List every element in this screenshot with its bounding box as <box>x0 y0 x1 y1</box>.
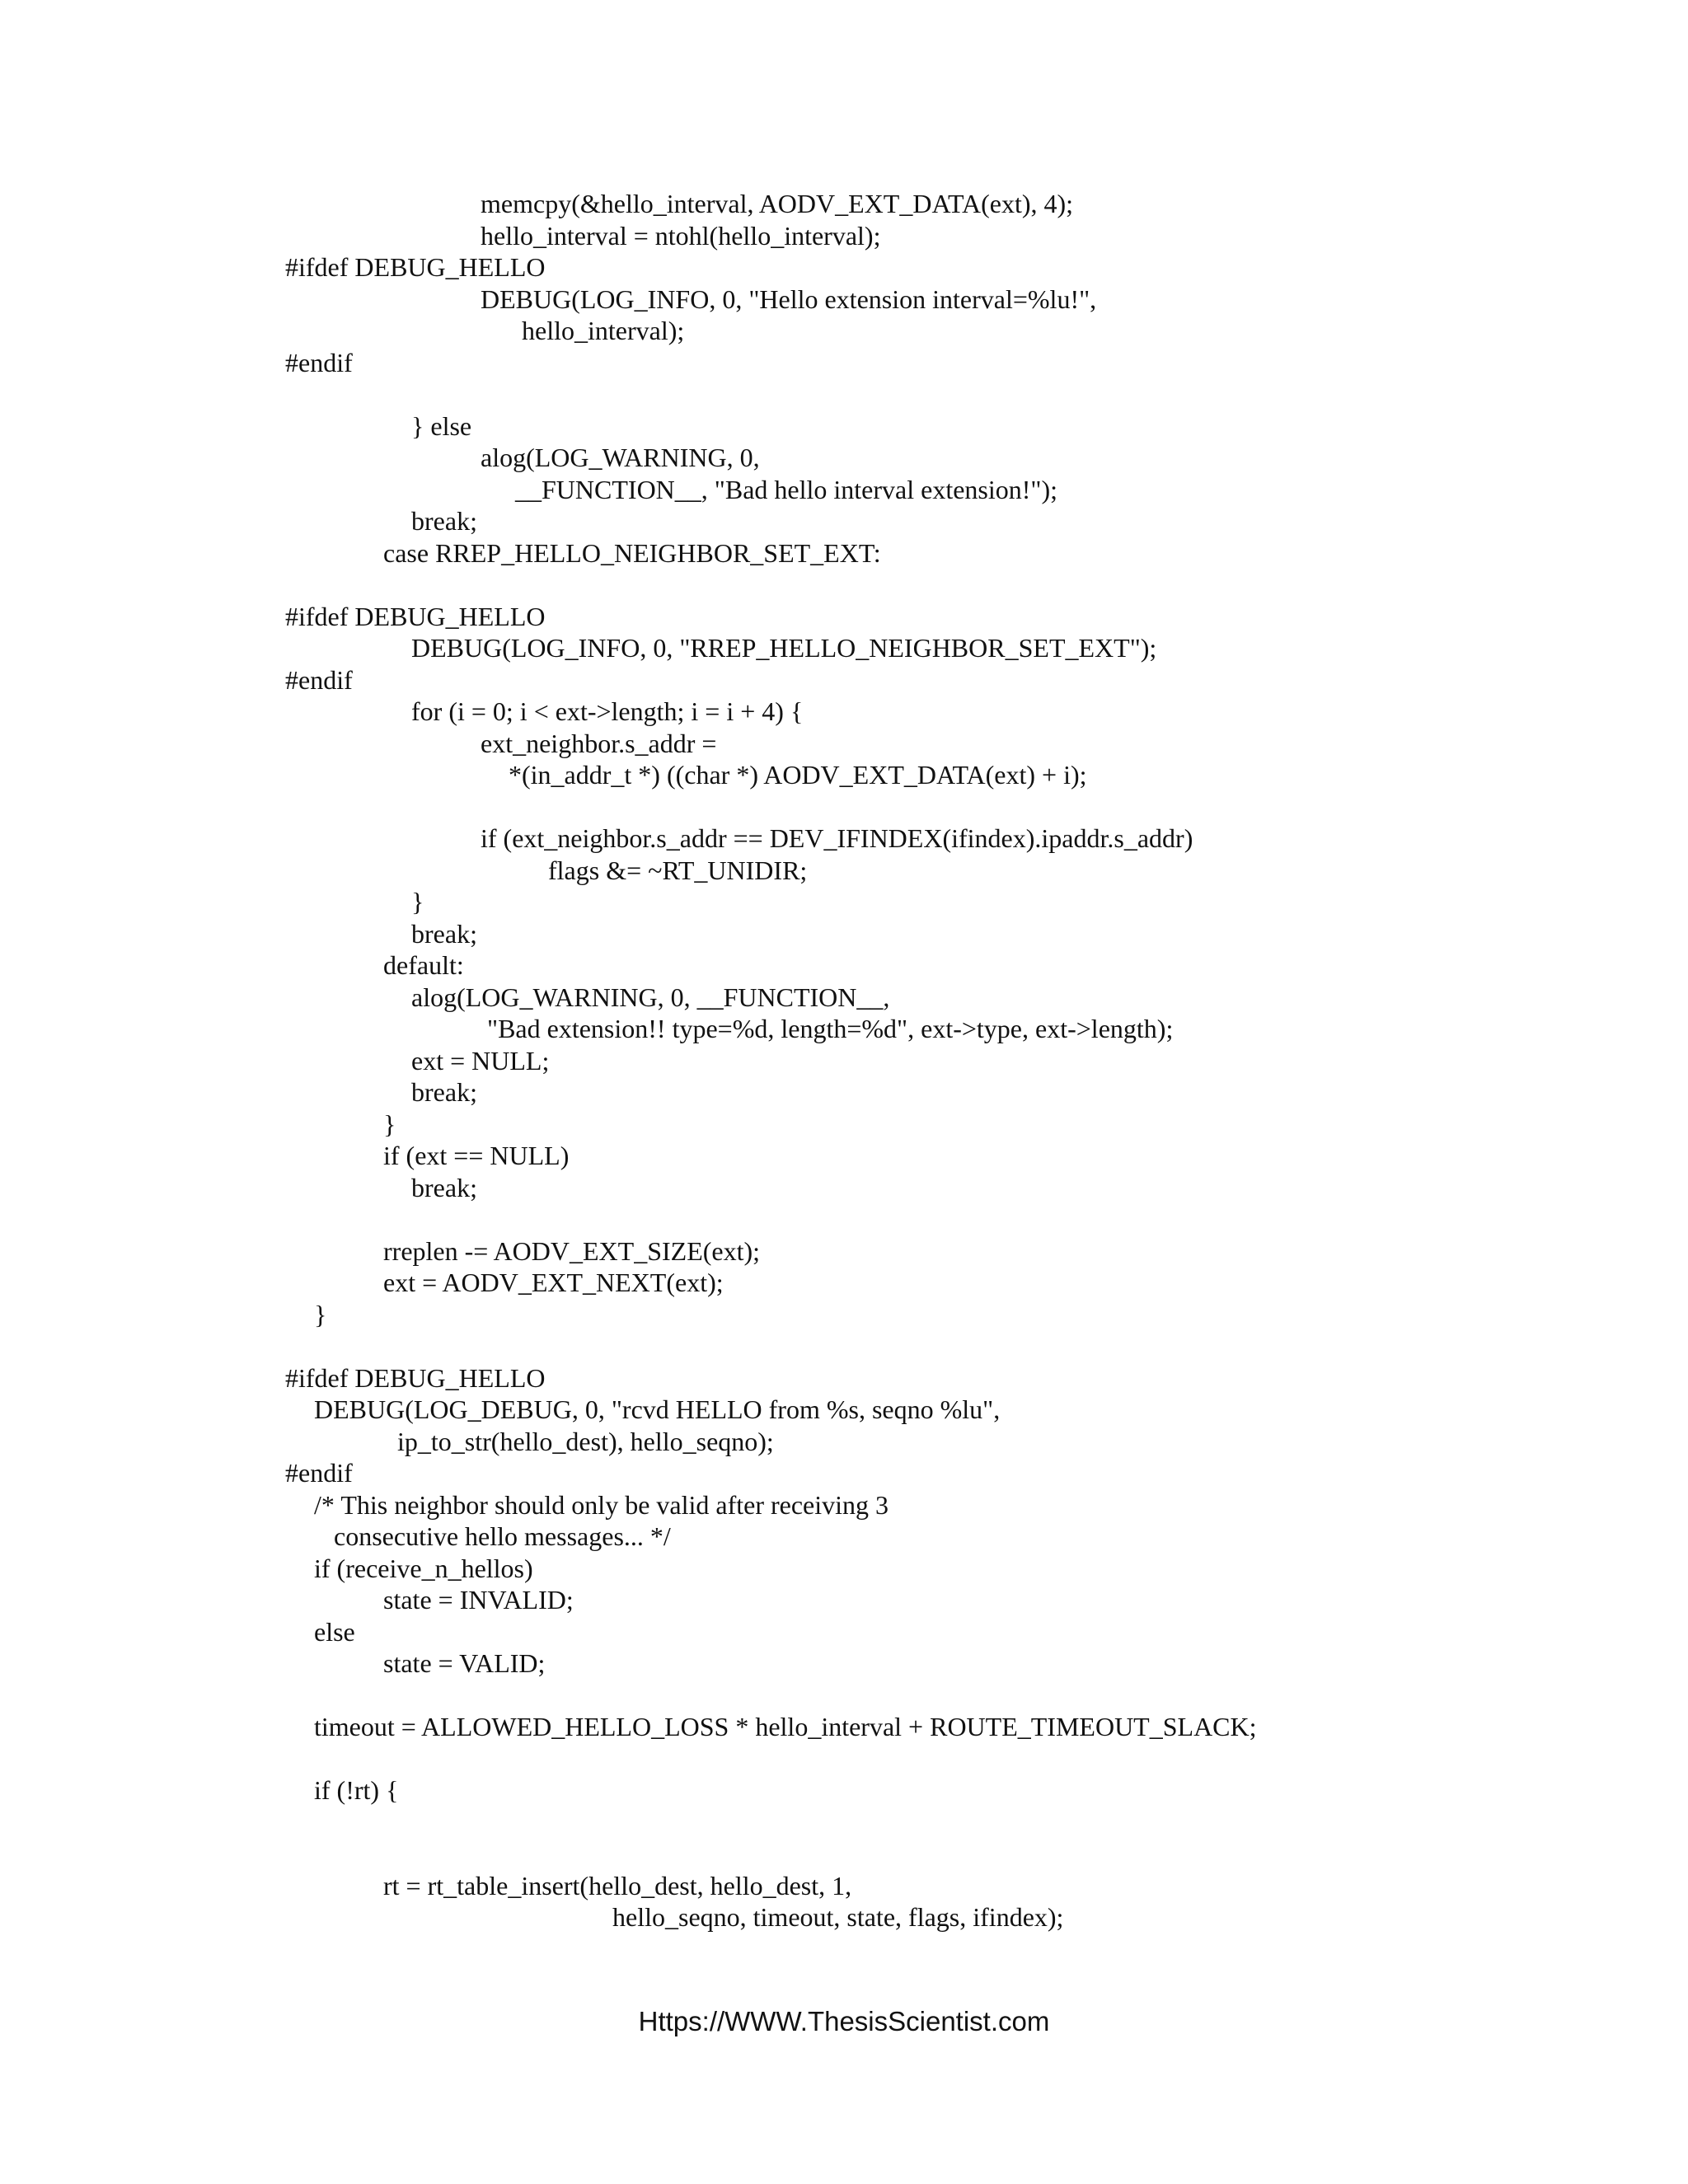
code-line-text: break; <box>411 506 477 536</box>
code-line-text: for (i = 0; i < ext->length; i = i + 4) { <box>411 696 804 726</box>
code-line <box>0 569 1688 601</box>
code-line-text: __FUNCTION__, "Bad hello interval extension!"); <box>515 474 1058 504</box>
code-line-text: rreplen -= AODV_EXT_SIZE(ext); <box>383 1235 761 1266</box>
code-line <box>0 474 1688 506</box>
code-line <box>0 632 1688 664</box>
code-line <box>0 1521 1688 1553</box>
code-line-text: ext = NULL; <box>411 1045 550 1076</box>
code-line-text: #endif <box>285 347 353 377</box>
code-line-text: state = INVALID; <box>383 1585 574 1615</box>
code-line-text: rt = rt_table_insert(hello_dest, hello_dest, 1, <box>383 1870 852 1900</box>
code-line-text: #ifdef DEBUG_HELLO <box>285 1362 546 1393</box>
code-line-text: #endif <box>285 664 353 695</box>
code-line <box>0 1489 1688 1521</box>
code-line <box>0 918 1688 950</box>
code-line-text: DEBUG(LOG_INFO, 0, "RREP_HELLO_NEIGHBOR_SET_EXT"); <box>411 633 1157 663</box>
code-line <box>0 1553 1688 1585</box>
code-line-text: } else <box>411 410 472 441</box>
code-line-text: #ifdef DEBUG_HELLO <box>285 252 546 282</box>
code-line <box>0 823 1688 855</box>
code-line <box>0 855 1688 887</box>
code-line <box>0 537 1688 569</box>
code-line-text: /* This neighbor should only be valid after receiving 3 <box>314 1489 889 1520</box>
code-line <box>0 601 1688 633</box>
code-line-text: break; <box>411 1077 477 1107</box>
code-line-text: hello_interval); <box>522 316 685 345</box>
code-line-text: break; <box>411 918 477 949</box>
code-line-text: #endif <box>285 1458 353 1488</box>
code-line-text: #ifdef DEBUG_HELLO <box>285 601 546 631</box>
code-line <box>0 1901 1688 1933</box>
code-line <box>0 1267 1688 1299</box>
code-line <box>0 378 1688 410</box>
code-line-text: ip_to_str(hello_dest), hello_seqno); <box>397 1426 774 1456</box>
code-line-text: default: <box>383 950 464 980</box>
code-line <box>0 410 1688 443</box>
code-line-text: if (ext == NULL) <box>383 1141 570 1170</box>
code-line <box>0 1870 1688 1902</box>
code-line <box>0 1711 1688 1743</box>
code-line-text: else <box>314 1616 355 1647</box>
code-line <box>0 1362 1688 1394</box>
code-line <box>0 1426 1688 1458</box>
code-line-text: } <box>383 1108 396 1139</box>
code-line-text: case RREP_HELLO_NEIGHBOR_SET_EXT: <box>383 537 881 568</box>
code-line-text: *(in_addr_t *) ((char *) AODV_EXT_DATA(ext) + i); <box>509 760 1087 790</box>
code-line <box>0 315 1688 347</box>
footer-url: Https://WWW.ThesisScientist.com <box>638 2006 1050 2036</box>
code-line <box>0 505 1688 537</box>
code-line <box>0 759 1688 791</box>
code-line <box>0 1743 1688 1775</box>
code-line-text: DEBUG(LOG_DEBUG, 0, "rcvd HELLO from %s, seqno %lu", <box>314 1394 1001 1424</box>
code-line <box>0 1647 1688 1680</box>
code-line <box>0 728 1688 760</box>
code-line <box>0 982 1688 1014</box>
code-line-text: if (!rt) { <box>314 1775 399 1805</box>
code-line-text: ext_neighbor.s_addr = <box>481 728 717 758</box>
code-line <box>0 949 1688 982</box>
code-line-text: consecutive hello messages... */ <box>334 1521 671 1551</box>
code-line <box>0 1680 1688 1712</box>
code-line <box>0 1774 1688 1807</box>
code-line <box>0 1394 1688 1426</box>
code-line <box>0 1108 1688 1141</box>
code-line <box>0 1457 1688 1489</box>
code-line <box>0 188 1688 220</box>
code-line <box>0 251 1688 284</box>
code-line <box>0 220 1688 252</box>
code-line-text: if (receive_n_hellos) <box>314 1553 533 1583</box>
code-line-text: ext = AODV_EXT_NEXT(ext); <box>383 1268 724 1297</box>
code-line <box>0 1076 1688 1108</box>
code-line <box>0 696 1688 728</box>
code-line <box>0 664 1688 696</box>
code-listing <box>0 188 1688 1933</box>
code-line-text: hello_seqno, timeout, state, flags, ifindex); <box>612 1902 1064 1932</box>
code-line-text: memcpy(&hello_interval, AODV_EXT_DATA(ext), 4); <box>481 189 1074 218</box>
code-line-text: DEBUG(LOG_INFO, 0, "Hello extension interval=%lu!", <box>481 284 1097 314</box>
code-line <box>0 1616 1688 1648</box>
code-line-text: hello_interval = ntohl(hello_interval); <box>481 220 881 251</box>
code-line-text: flags &= ~RT_UNIDIR; <box>548 855 808 885</box>
code-line <box>0 1140 1688 1172</box>
code-line <box>0 284 1688 316</box>
code-line <box>0 1838 1688 1870</box>
code-line <box>0 1203 1688 1235</box>
code-line-text: } <box>314 1299 327 1329</box>
code-line-text: break; <box>411 1172 477 1202</box>
code-line <box>0 1330 1688 1362</box>
code-line <box>0 442 1688 474</box>
code-line <box>0 886 1688 918</box>
code-line-text: alog(LOG_WARNING, 0, __FUNCTION__, <box>411 982 890 1012</box>
code-line <box>0 1045 1688 1077</box>
code-line <box>0 347 1688 379</box>
code-line-text: timeout = ALLOWED_HELLO_LOSS * hello_interval + ROUTE_TIMEOUT_SLACK; <box>314 1712 1257 1741</box>
code-line-text: state = VALID; <box>383 1648 546 1678</box>
code-line-text: if (ext_neighbor.s_addr == DEV_IFINDEX(ifindex).ipaddr.s_addr) <box>481 823 1193 853</box>
code-line-text: "Bad extension!! type=%d, length=%d", ext->type, ext->length); <box>487 1014 1174 1043</box>
code-line <box>0 1807 1688 1839</box>
code-line <box>0 1172 1688 1204</box>
code-line-text: } <box>411 887 424 916</box>
code-line <box>0 1584 1688 1616</box>
code-line <box>0 1299 1688 1331</box>
code-line <box>0 1235 1688 1268</box>
code-line <box>0 1013 1688 1045</box>
code-line <box>0 791 1688 823</box>
code-line-text: alog(LOG_WARNING, 0, <box>481 443 760 472</box>
